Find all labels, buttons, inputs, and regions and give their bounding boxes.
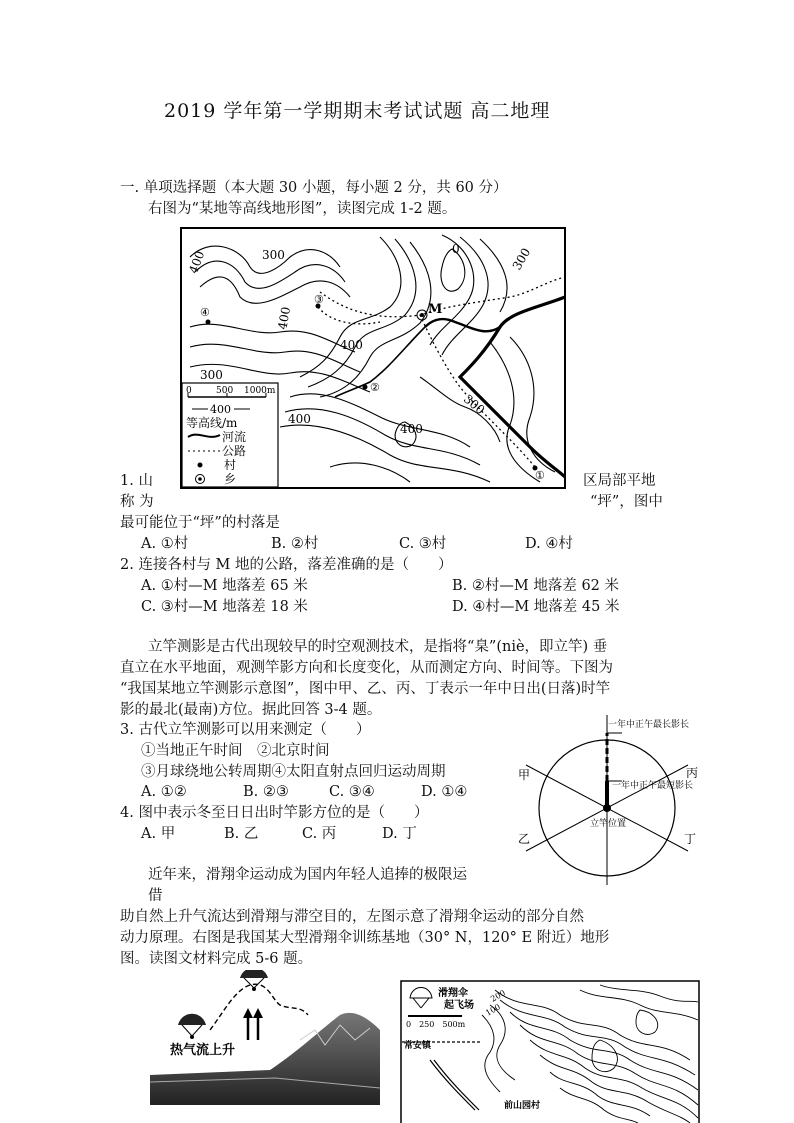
legend-contour-value: 400 (210, 403, 231, 416)
contour-label: 300 (509, 245, 534, 273)
legend-contour: 等高线/m (186, 416, 238, 430)
q1-options (141, 534, 573, 555)
intro-q5-6-line4: 动力原理。右图是我国某大型滑翔伞训练基地（30° N，120° E 附近）地形 (120, 930, 610, 946)
section-heading: 一. 单项选择题（本大题 30 小题，每小题 2 分，共 60 分） (120, 180, 508, 196)
contour-label-100: 100 (484, 1002, 502, 1018)
contour-label: 400 (340, 338, 363, 352)
q4-option-b[interactable]: B. 乙 (224, 826, 259, 842)
q2-option-c[interactable]: C. ③村—M 地落差 18 米 (141, 599, 308, 615)
q4-option-a[interactable]: A. 甲 (141, 826, 176, 842)
q3-option-b[interactable]: B. ②③ (243, 784, 289, 800)
right-map-scale: 0 250 500m (406, 1020, 466, 1029)
q1-option-c[interactable]: C. ③村 (399, 536, 447, 552)
scale-end: 1000m (244, 386, 276, 396)
village-2-label: ② (370, 381, 380, 394)
legend-town: 乡 (224, 472, 237, 486)
q3-option-d[interactable]: D. ①④ (421, 784, 468, 800)
contour-label: 300 (460, 391, 488, 418)
q4-option-d[interactable]: D. 丁 (382, 826, 417, 842)
direction-jia: 甲 (518, 768, 531, 782)
village-4-label: ④ (200, 306, 210, 319)
direction-ding: 丁 (684, 832, 697, 846)
contour-label: 400 (288, 412, 311, 426)
direction-bing: 丙 (686, 766, 699, 780)
shortest-shadow-label: 一年中正午最短影长 (612, 781, 694, 791)
contour-label: 300 (200, 368, 223, 382)
pole-position-label: 立竿位置 (590, 819, 627, 829)
contour-label: 0 (452, 242, 460, 256)
intro-q5-6-line3: 助自然上升气流达到滑翔与滞空目的，左图示意了滑翔伞运动的部分自然 (120, 909, 584, 925)
legend-village: 村 (224, 458, 237, 472)
pole-shadow-diagram (510, 715, 710, 885)
q4-option-c[interactable]: C. 丙 (302, 826, 337, 842)
contour-label: 400 (400, 422, 423, 436)
q3-option-a[interactable]: A. ①② (141, 784, 187, 800)
place-qianshanyuan: 前山园村 (504, 1101, 541, 1111)
q3-options (141, 782, 467, 803)
paragliding-base-map (400, 980, 700, 1123)
paragliding-thermal-diagram (150, 970, 380, 1105)
q4-options (141, 824, 417, 845)
intro-q3-4-line3: “我国某地立竿测影示意图”，图中甲、乙、丙、丁表示一年中日出(日落)时竿 (120, 681, 611, 697)
legend-village-icon (198, 463, 203, 468)
intro-q5-6-line2: 借 (148, 888, 163, 904)
longest-shadow-label: 一年中正午最长影长 (608, 720, 690, 730)
q3-line2: ③月球绕地公转周期④太阳直射点回归运动周期 (141, 764, 446, 780)
q4-stem: 4. 图中表示冬至日日出时竿影方位的是（ ） (120, 805, 429, 821)
intro-q1-2: 右图为“某地等高线地形图”，读图完成 1-2 题。 (148, 201, 457, 217)
q2-option-a[interactable]: A. ①村—M 地落差 65 米 (141, 578, 308, 594)
q3-stem: 3. 古代立竿测影可以用来测定（ ） (120, 722, 371, 738)
intro-q3-4-line4: 影的最北(最南)方位。据此回答 3-4 题。 (120, 702, 382, 718)
takeoff-legend-title: 滑翔伞 (438, 988, 468, 999)
q1-option-d[interactable]: D. ④村 (525, 536, 573, 552)
contour-label: 300 (262, 248, 285, 262)
contour-label: 400 (275, 305, 294, 331)
intro-q5-6-line5: 图。读图文材料完成 5-6 题。 (120, 951, 313, 967)
q1-option-a[interactable]: A. ①村 (141, 536, 189, 552)
place-changan: 常安镇 (404, 1041, 432, 1051)
q2-option-d[interactable]: D. ④村—M 地落差 45 米 (452, 599, 620, 615)
q1-stem-right1: 区局部平地 (583, 473, 656, 489)
q1-stem-left1: 1. 山 (120, 473, 153, 489)
town-m-label: M (428, 302, 443, 317)
contour-map (180, 227, 566, 489)
q1-stem-right2: “坪”，图中 (590, 494, 663, 510)
intro-q3-4-line2: 直立在水平地面，观测竿影方向和长度变化，从而测定方向、时间等。下图为 (120, 660, 613, 676)
q3-line1: ①当地正午时间 ②北京时间 (141, 743, 330, 759)
legend-river: 河流 (222, 430, 247, 444)
page-title: 2019 学年第一学期期末考试试题 高二地理 (164, 100, 551, 122)
legend-road: 公路 (222, 444, 247, 458)
q1-stem-left2: 称 为 (120, 494, 154, 510)
takeoff-legend-sub: 起飞场 (444, 1000, 474, 1011)
scale-zero: 0 (186, 386, 192, 396)
q1-option-b[interactable]: B. ②村 (271, 536, 319, 552)
q1-stem-line3: 最可能位于“坪”的村落是 (120, 515, 280, 531)
thermal-rising-label: 热气流上升 (170, 1043, 236, 1058)
q3-option-c[interactable]: C. ③④ (329, 784, 375, 800)
q2-option-b[interactable]: B. ②村—M 地落差 62 米 (452, 578, 619, 594)
village-3-label: ③ (314, 293, 324, 306)
contour-label-200: 200 (489, 988, 507, 1004)
scale-mid: 500 (216, 386, 234, 396)
q2-stem: 2. 连接各村与 M 地的公路，落差准确的是（ ） (120, 557, 453, 573)
intro-q3-4-line1: 立竿测影是古代出现较早的时空观测技术，是指将“臬”(niè，即立竿) 垂 (148, 639, 608, 655)
contour-label: 400 (186, 249, 208, 276)
intro-q5-6-line1: 近年来，滑翔伞运动成为国内年轻人追捧的极限运 (148, 867, 467, 883)
direction-yi: 乙 (518, 832, 531, 846)
village-1-label: ① (535, 469, 545, 482)
